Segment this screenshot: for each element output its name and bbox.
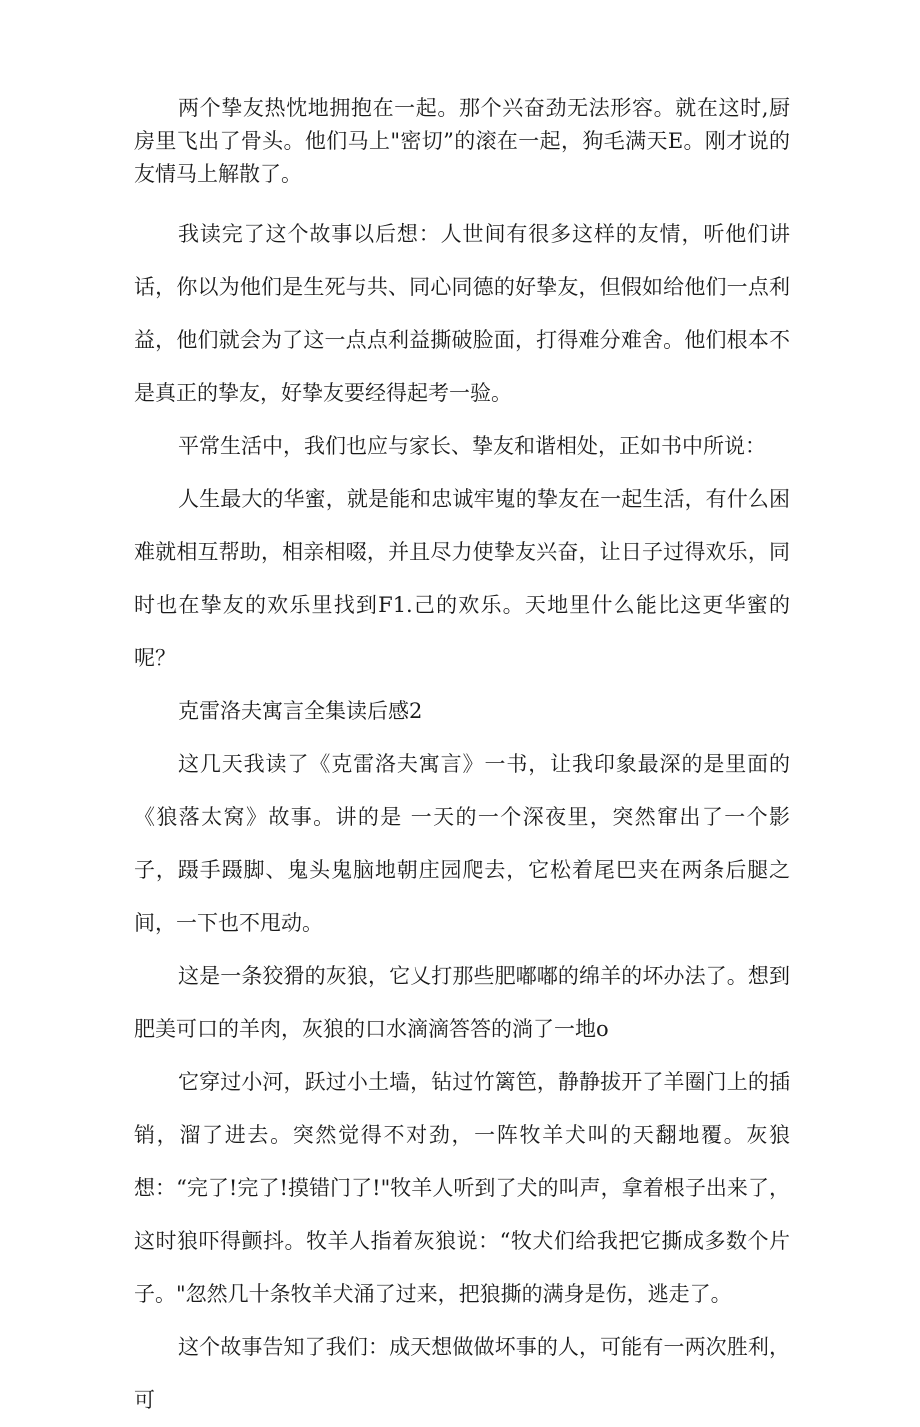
paragraph: 这个故事告知了我们：成天想做做坏事的人，可能有一两次胜利，可 [134,1335,790,1412]
section-heading: 克雷洛夫寓言全集读后感2 [178,699,423,723]
paragraph: 我读完了这个故事以后想：人世间有很多这样的友情，听他们讲话，你以为他们是生死与共、同心同德的好挚友，但假如给他们一点利益，他们就会为了这一点点利益撕破脸面，打得难分难舍。他们根本不是真正的挚友，好挚友要经得起考一验。 [134,222,790,405]
paragraph: 两个挚友热忱地拥抱在一起。那个兴奋劲无法形容。就在这时,厨房里飞出了骨头。他们马上"密切”的滚在一起，狗毛满天E。刚才说的友情马上解散了。 [134,96,790,186]
paragraph: 这是一条狡猾的灰狼，它乂打那些肥嘟嘟的绵羊的坏办法了。想到肥美可口的羊肉，灰狼的口水滴滴答答的淌了一地o [134,964,790,1041]
paragraph: 人生最大的华蜜，就是能和忠诚牢嵬的挚友在一起生活，有什么困难就相互帮助，相亲相啜，并且尽力使挚友兴奋，让日子过得欢乐，同时也在挚友的欢乐里找到F1.己的欢乐。天地里什么能比这更华蜜的呢？ [134,487,790,670]
paragraph: 这几天我读了《克雷洛夫寓言》一书，让我印象最深的是里面的《狼落太窝》故事。讲的是 一天的一个深夜里，突然窜出了一个影子，蹑手蹑脚、鬼头鬼脑地朝庄园爬去，它松着尾巴夹在两条后腿之间，一下也不甩动。 [134,752,790,935]
document-body [134,92,790,1427]
paragraph: 平常生活中，我们也应与家长、挚友和谐相处，正如书中所说： [178,434,766,458]
paragraph: 它穿过小河，跃过小土墙，钻过竹篱笆，静静拔开了羊圈门上的插销，溜了进去。突然觉得不对劲，一阵牧羊犬叫的天翻地覆。灰狼想：“完了!完了!摸错门了!"牧羊人听到了犬的叫声，拿着根子出来了，这时狼吓得颤抖。牧羊人指着灰狼说：“牧犬们给我把它撕成多数个片子。"忽然几十条牧羊犬涌了过来，把狼撕的满身是伤，逃走了。 [134,1070,790,1306]
